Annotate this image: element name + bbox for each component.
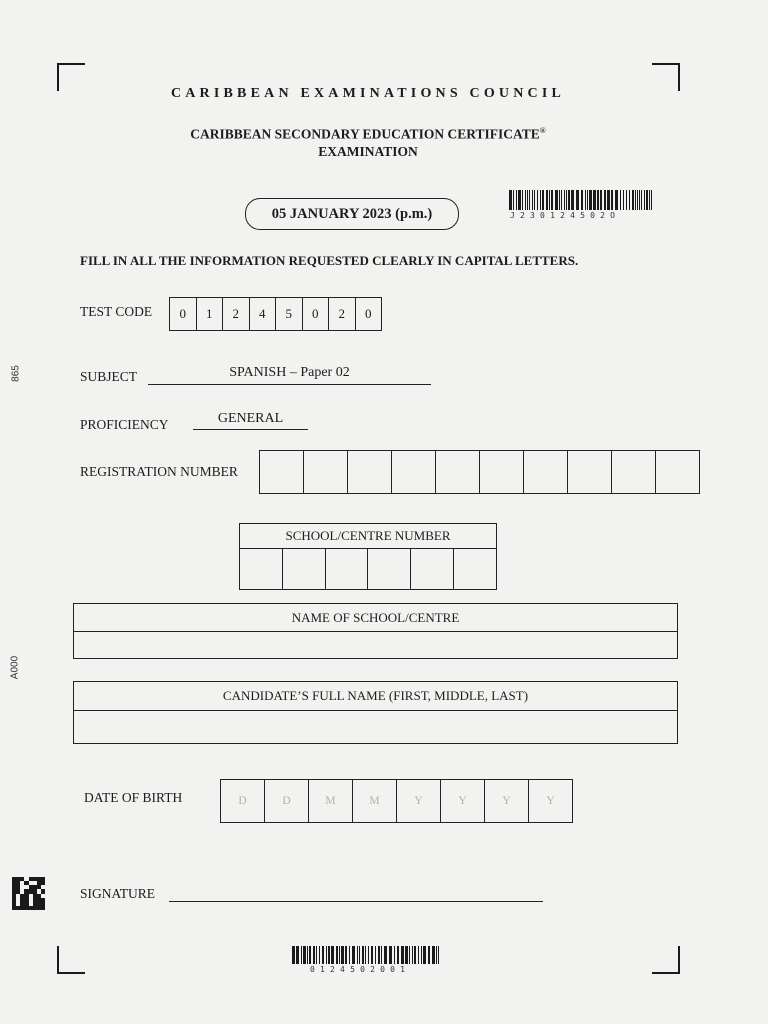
test-code-boxes — [169, 297, 382, 331]
test-code-digit: 2 — [329, 298, 356, 330]
barcode-bar — [339, 946, 340, 964]
barcode-bar — [309, 946, 311, 964]
barcode-bar — [513, 190, 514, 210]
barcode-bar — [438, 946, 439, 964]
barcode-bar — [412, 946, 413, 964]
barcode-bar — [540, 190, 541, 210]
barcode-bar — [516, 190, 517, 210]
barcode-bar — [607, 190, 610, 210]
school-centre-number-label: SCHOOL/CENTRE NUMBER — [240, 524, 496, 549]
barcode-bar — [436, 946, 437, 964]
barcode-bar — [371, 946, 373, 964]
side-code-bottom: A000 — [9, 655, 21, 680]
barcode-bar — [646, 190, 648, 210]
test-code-digit: 1 — [197, 298, 224, 330]
barcode-bar — [525, 190, 526, 210]
barcode-bar — [341, 946, 344, 964]
barcode-bar — [331, 946, 334, 964]
barcode-bar — [589, 190, 592, 210]
candidate-name-label: CANDIDATE’S FULL NAME (FIRST, MIDDLE, LAST) — [74, 682, 677, 711]
barcode-bar — [600, 190, 602, 210]
test-code-label: TEST CODE — [80, 304, 153, 319]
school-name-label: NAME OF SCHOOL/CENTRE — [74, 604, 677, 632]
date-of-birth-box[interactable]: Y — [441, 780, 485, 822]
barcode-bar — [604, 190, 606, 210]
barcode-bar — [349, 946, 350, 964]
crop-mark-bottom-left — [57, 946, 85, 974]
barcode-bar — [409, 946, 410, 964]
barcode-bar — [637, 190, 638, 210]
certificate-title — [0, 122, 736, 160]
barcode-bar — [537, 190, 538, 210]
barcode-bar — [368, 946, 369, 964]
signature-label: SIGNATURE — [80, 886, 156, 901]
date-of-birth-box[interactable]: D — [221, 780, 265, 822]
registration-number-box[interactable] — [304, 451, 348, 493]
barcode-bar — [428, 946, 430, 964]
barcode-bar — [357, 946, 358, 964]
barcode-bar — [593, 190, 596, 210]
barcode-bar — [296, 946, 299, 964]
school-centre-number-box[interactable] — [454, 549, 496, 590]
certificate-line-2: EXAMINATION — [318, 143, 418, 159]
date-of-birth-label: DATE OF BIRTH — [84, 790, 183, 805]
barcode-bar — [571, 190, 574, 210]
barcode-bar — [418, 946, 419, 964]
side-code-top: 865 — [10, 365, 22, 382]
barcode-bar — [566, 190, 567, 210]
barcode-bar — [564, 190, 565, 210]
candidate-name-field[interactable] — [74, 711, 677, 744]
barcode-bar — [328, 946, 330, 964]
barcode-bar — [529, 190, 530, 210]
barcode-bar — [561, 190, 562, 210]
barcode-bar — [359, 946, 360, 964]
barcode-bar — [414, 946, 416, 964]
registration-number-box[interactable] — [480, 451, 524, 493]
council-title: CARIBBEAN EXAMINATIONS COUNCIL — [170, 86, 566, 101]
barcode-bar — [375, 946, 376, 964]
top-barcode-digits: J230124502O — [510, 211, 621, 220]
school-name-field[interactable] — [74, 632, 677, 659]
barcode-bar — [313, 946, 315, 964]
barcode-bar — [405, 946, 408, 964]
barcode-bar — [581, 190, 583, 210]
barcode-bar — [576, 190, 579, 210]
barcode-bar — [585, 190, 586, 210]
barcode-bar — [568, 190, 570, 210]
barcode-bar — [365, 946, 366, 964]
exam-date-badge: 05 JANUARY 2023 (p.m.) — [245, 198, 459, 230]
test-code-digit: 0 — [303, 298, 330, 330]
footer-barcode — [292, 946, 443, 964]
candidate-name-panel — [73, 681, 678, 744]
barcode-bar — [644, 190, 645, 210]
barcode-bar — [384, 946, 387, 964]
proficiency-value[interactable]: GENERAL — [217, 411, 284, 426]
signature-line[interactable] — [169, 900, 543, 902]
school-centre-number-panel — [239, 523, 497, 590]
registration-number-box[interactable] — [568, 451, 612, 493]
date-of-birth-box[interactable]: Y — [397, 780, 441, 822]
barcode-bar — [307, 946, 308, 964]
registration-number-boxes — [259, 450, 700, 494]
subject-value[interactable]: SPANISH – Paper 02 — [229, 365, 350, 380]
barcode-bar — [626, 190, 627, 210]
barcode-bar — [522, 190, 523, 210]
barcode-bar — [326, 946, 327, 964]
barcode-bar — [322, 946, 324, 964]
barcode-bar — [632, 190, 634, 210]
barcode-bar — [352, 946, 355, 964]
barcode-bar — [292, 946, 295, 964]
instruction-text: FILL IN ALL THE INFORMATION REQUESTED CLEARLY IN CAPITAL LETTERS. — [80, 253, 579, 268]
barcode-bar — [303, 946, 306, 964]
registration-number-box[interactable] — [260, 451, 304, 493]
barcode-bar — [316, 946, 317, 964]
barcode-bar — [432, 946, 435, 964]
test-code-digit: 0 — [365, 306, 372, 321]
registration-number-box[interactable] — [612, 451, 656, 493]
footer-barcode-digits: 0124502001 — [310, 965, 411, 974]
barcode-bar — [546, 190, 548, 210]
barcode-bar — [641, 190, 642, 210]
top-barcode — [509, 190, 675, 210]
school-centre-number-box[interactable] — [283, 549, 326, 590]
barcode-bar — [611, 190, 613, 210]
date-of-birth-box[interactable]: Y — [546, 795, 555, 807]
school-name-panel — [73, 603, 678, 659]
school-centre-number-boxes — [240, 549, 496, 590]
barcode-bar — [639, 190, 640, 210]
test-code-digit: 0 — [170, 298, 197, 330]
registration-number-box[interactable] — [656, 451, 699, 493]
date-of-birth-box[interactable]: M — [353, 780, 397, 822]
test-code-digit: 2 — [223, 298, 250, 330]
test-code-digit: 4 — [250, 298, 277, 330]
date-of-birth-box[interactable]: M — [309, 780, 353, 822]
barcode-bar — [549, 190, 550, 210]
barcode-bar — [421, 946, 422, 964]
barcode-bar — [423, 946, 426, 964]
proficiency-line — [193, 428, 308, 430]
barcode-bar — [319, 946, 320, 964]
barcode-bar — [362, 946, 364, 964]
school-centre-number-box[interactable] — [326, 549, 369, 590]
registration-number-label: REGISTRATION NUMBER — [80, 464, 238, 479]
barcode-bar — [389, 946, 392, 964]
barcode-bar — [623, 190, 624, 210]
barcode-bar — [620, 190, 621, 210]
barcode-bar — [551, 190, 553, 210]
registration-number-box[interactable] — [348, 451, 392, 493]
barcode-bar — [651, 190, 652, 210]
barcode-bar — [381, 946, 382, 964]
barcode-bar — [534, 190, 535, 210]
registration-number-box[interactable] — [392, 451, 436, 493]
barcode-bar — [629, 190, 630, 210]
crop-mark-bottom-right — [652, 946, 680, 974]
barcode-bar — [397, 946, 399, 964]
barcode-bar — [615, 190, 618, 210]
date-of-birth-boxes — [220, 779, 573, 823]
barcode-bar — [597, 190, 599, 210]
barcode-bar — [401, 946, 404, 964]
registered-mark: ® — [539, 126, 546, 135]
barcode-bar — [518, 190, 521, 210]
barcode-bar — [635, 190, 636, 210]
school-centre-number-box[interactable] — [411, 549, 454, 590]
subject-line — [148, 383, 431, 385]
school-centre-number-box[interactable] — [240, 549, 283, 590]
barcode-bar — [509, 190, 512, 210]
registration-number-box[interactable] — [524, 451, 568, 493]
date-of-birth-box[interactable]: D — [265, 780, 309, 822]
certificate-line-1: CARIBBEAN SECONDARY EDUCATION CERTIFICATE — [190, 126, 540, 142]
barcode-bar — [532, 190, 533, 210]
barcode-bar — [345, 946, 347, 964]
barcode-bar — [587, 190, 588, 210]
school-centre-number-box[interactable] — [368, 549, 411, 590]
barcode-bar — [555, 190, 558, 210]
registration-number-box[interactable] — [436, 451, 480, 493]
barcode-bar — [559, 190, 560, 210]
subject-label: SUBJECT — [80, 369, 138, 384]
barcode-bar — [378, 946, 380, 964]
barcode-bar — [301, 946, 302, 964]
barcode-bar — [542, 190, 544, 210]
barcode-bar — [336, 946, 338, 964]
barcode-bar — [527, 190, 528, 210]
data-matrix-code — [12, 877, 45, 910]
proficiency-label: PROFICIENCY — [80, 417, 169, 432]
test-code-digit: 5 — [276, 298, 303, 330]
barcode-bar — [649, 190, 650, 210]
data-matrix-module — [41, 906, 45, 910]
date-of-birth-box[interactable]: Y — [485, 780, 529, 822]
barcode-bar — [394, 946, 395, 964]
